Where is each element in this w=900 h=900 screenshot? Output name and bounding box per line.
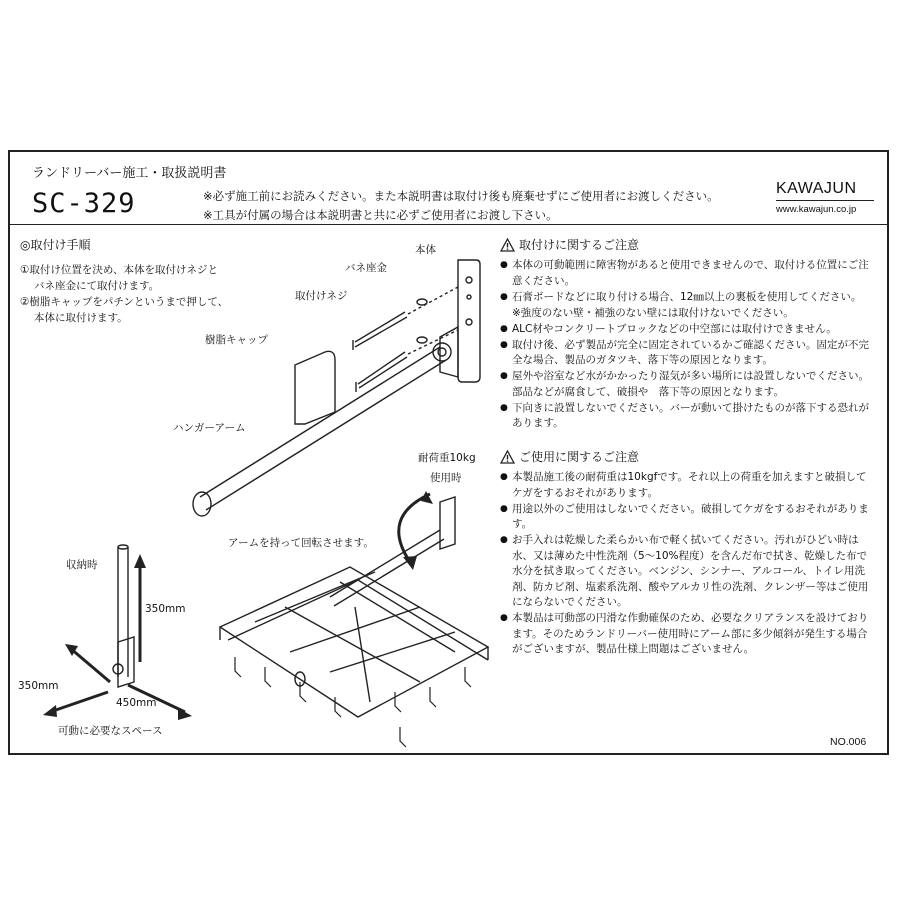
caution-item: ● 下向きに設置しないでください。バーが動いて掛けたものが落下する恐れがあります。 bbox=[500, 401, 876, 432]
label-body: 本体 bbox=[415, 244, 436, 256]
label-stored: 収納時 bbox=[66, 559, 98, 571]
caution-item: ● 屋外や浴室など水がかかったり湿気が多い場所には設置しないでください。部品などが腐食して、破損や 落下等の原因となります。 bbox=[500, 369, 876, 400]
caution-item: ● 用途以外のご使用はしないでください。破損してケガをするおそれがあります。 bbox=[500, 502, 876, 533]
warning-icon bbox=[500, 238, 515, 252]
brand-logo: KAWAJUN bbox=[776, 180, 874, 201]
header-note: ※工具が付属の場合は本説明書と共に必ずご使用者にお渡し下さい。 bbox=[203, 208, 558, 222]
caution-item: ※強度のない壁・補強のない壁には取付けないでください。 bbox=[512, 306, 794, 319]
procedure-step: ②樹脂キャップをパチンというまで押して、 bbox=[20, 296, 229, 308]
install-caution-title: 取付けに関するご注意 bbox=[519, 238, 640, 252]
document-title: ランドリーバー施工・取扱説明書 bbox=[32, 166, 227, 181]
caution-item: ● ALC材やコンクリートブロックなどの中空部には取付けできません。 bbox=[500, 322, 876, 338]
stored-arm-icon bbox=[118, 547, 128, 677]
label-screw: 取付けネジ bbox=[295, 290, 348, 302]
caution-item: ● 石膏ボードなどに取り付ける場合、12㎜以上の裏板を使用してください。 bbox=[500, 290, 876, 306]
caution-item: ● お手入れは乾燥した柔らかい布で軽く拭いてください。汚れがひどい時は水、又は薄めた中性洗剤（5～10%程度）を含んだ布で拭き、乾燥した布で水分を拭き取ってください。ベンジン、シンナー、アルコール、トイレ用洗剤、防カビ剤、塩素系洗剤、酸やアルカリ性の洗剤、クレンザー等はご使用にならないでください。 bbox=[500, 533, 876, 611]
header-note: ※必ず施工前にお読みください。また本説明書は取付け後も廃棄せずにご使用者にお渡しください。 bbox=[203, 189, 719, 203]
label-resin-cap: 樹脂キャップ bbox=[205, 334, 268, 346]
use-caution-title: ご使用に関するご注意 bbox=[519, 450, 640, 464]
label-depth: 350mm bbox=[18, 680, 59, 692]
procedure-title: ◎取付け手順 bbox=[20, 238, 91, 252]
procedure-step: バネ座金にて取付けます。 bbox=[34, 280, 160, 292]
install-caution-section bbox=[500, 236, 876, 432]
install-caution-list bbox=[500, 258, 876, 432]
label-in-use: 使用時 bbox=[430, 472, 462, 484]
model-number: SC-329 bbox=[32, 188, 136, 219]
caution-item: ● 本製品は可動部の円滑な作動確保のため、必要なクリアランスを設けております。そのためランドリーバー使用時にアーム部に多少傾斜が発生する場合がございますが、製品仕様上問題はございません。 bbox=[500, 611, 876, 658]
warning-icon bbox=[500, 450, 515, 464]
procedure-step: ①取付け位置を決め、本体を取付けネジと bbox=[20, 264, 218, 276]
resin-cap-icon bbox=[295, 351, 335, 424]
label-load-limit: 耐荷重10kg bbox=[418, 452, 476, 464]
use-caution-list bbox=[500, 470, 876, 658]
instruction-sheet bbox=[8, 150, 889, 755]
caution-item: ● 取付け後、必ず製品が完全に固定されているかご確認ください。固定が不完全な場合、製品のガタツキ、落下等の原因となります。 bbox=[500, 338, 876, 369]
label-space-note: 可動に必要なスペース bbox=[58, 725, 163, 737]
label-width: 450mm bbox=[116, 697, 157, 709]
label-spring-washer: バネ座金 bbox=[345, 262, 387, 274]
drying-rack-icon bbox=[220, 567, 488, 717]
document-number: NO.006 bbox=[830, 736, 867, 748]
caution-item: ● 本製品施工後の耐荷重は10kgfです。それ以上の荷重を加えますと破損してケガをするおそれがあります。 bbox=[500, 470, 876, 501]
brand-block bbox=[776, 180, 874, 215]
body-bracket-icon bbox=[458, 260, 480, 382]
caution-item: ● 本体の可動範囲に障害物があると使用できませんので、取付ける位置にご注意ください。 bbox=[500, 258, 876, 289]
use-caution-heading bbox=[500, 448, 876, 465]
screw-icon bbox=[353, 312, 407, 350]
label-rotate-note: アームを持って回転させます。 bbox=[228, 537, 374, 549]
label-hanger-arm: ハンガーアーム bbox=[173, 422, 246, 434]
use-caution-section bbox=[500, 448, 876, 658]
install-caution-heading bbox=[500, 236, 876, 253]
brand-url: www.kawajun.co.jp bbox=[776, 204, 857, 215]
label-height: 350mm bbox=[145, 603, 186, 615]
procedure-step: 本体に取付けます。 bbox=[34, 312, 128, 324]
